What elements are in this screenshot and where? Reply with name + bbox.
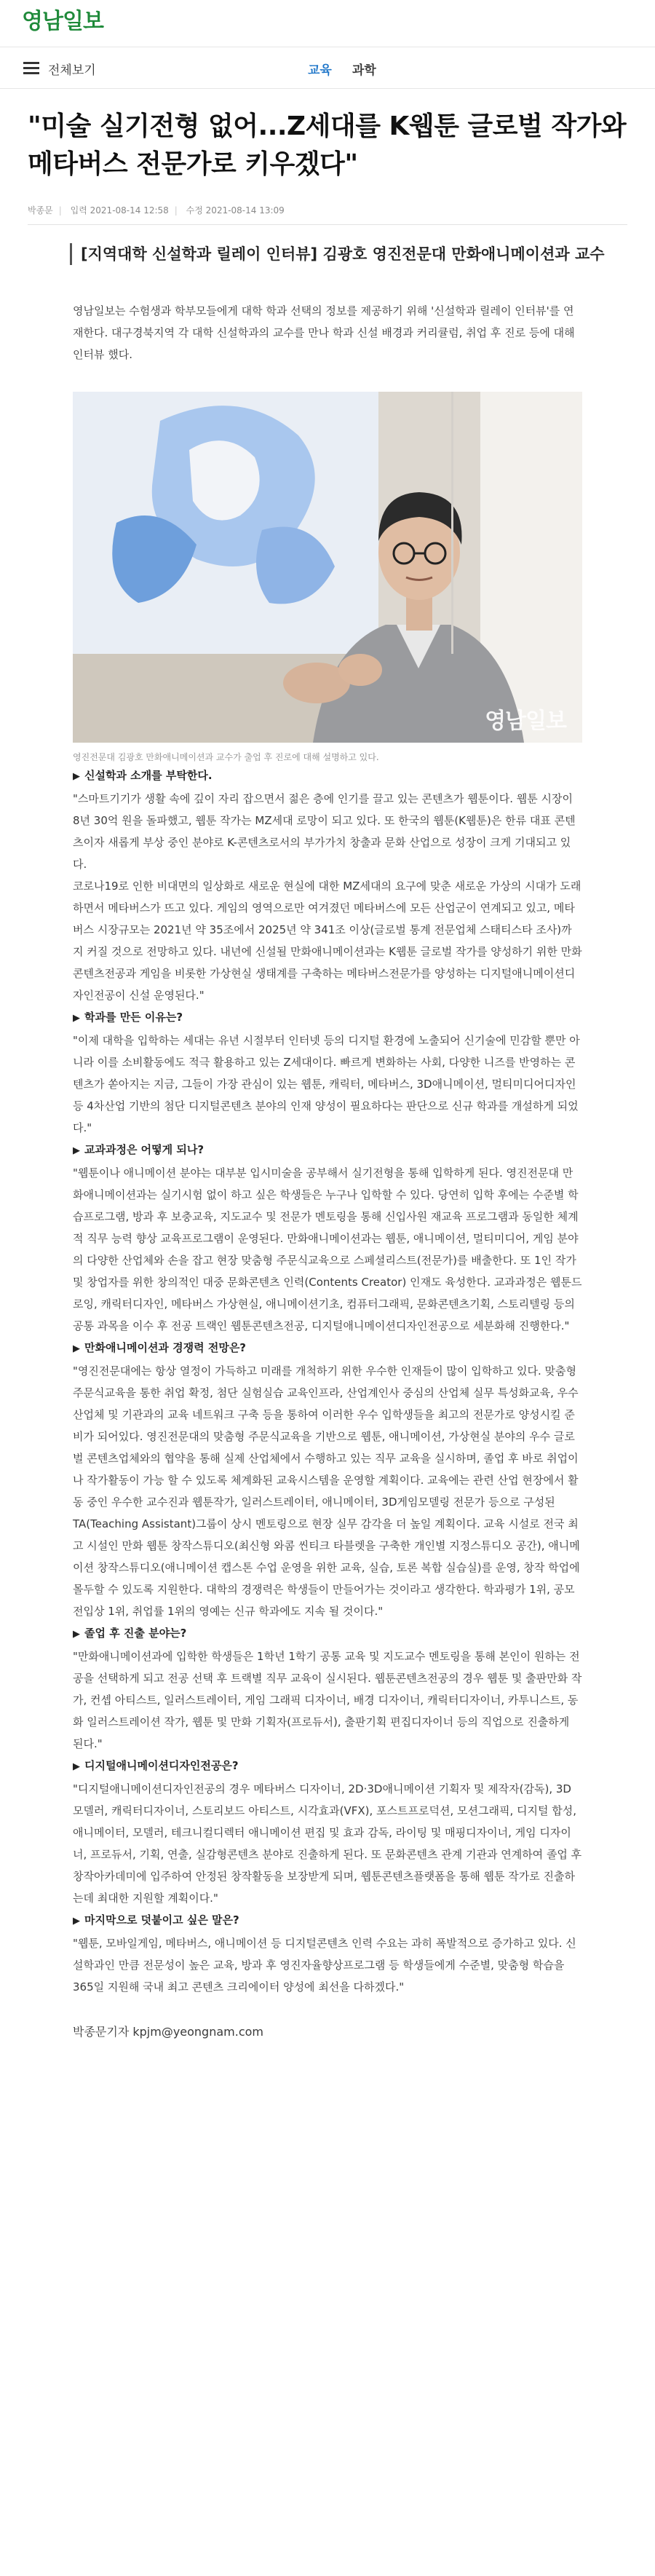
question-heading	[73, 764, 582, 788]
updated-time: 수정 2021-08-14 13:09	[186, 205, 285, 216]
answer-text: "영진전문대에는 항상 열정이 가득하고 미래를 개척하기 위한 우수한 인재들이 많이 입학하고 있다. 맞춤형주문식교육을 통한 취업 확정, 첨단 실험실습 교육인프라, 산업계인사 중심의 산업체 실무 특성화교육, 우수 산업체 및 기관과의 교육 네트워크 구축 등을 통하여 이러한 우수 입학생들을 최고의 전문가로 양성시킬 준비가 되어있다. 영진전문대의 맞춤형 주문식교육을 기반으로 웹툰, 애니메이션, 가상현실 분야의 우수 글로벌 콘텐츠업체와의 협약을 통해 실제 산업체에서 수행하고 있는 직무 교육을 실시하며, 졸업 후 바로 취업이나 작가활동이 가능 할 수 있도록 체계화된 교육시스템을 운영할 계획이다. 교육에는 관련 산업 현장에서 활동 중인 우수한 교수진과 웹툰작가, 일러스트레이터, 애니메이터, 3D게임모델링 전문가 등으로 구성된 TA(Teaching Assistant)그룹이 상시 멘토링으로 현장 실무 감각을 더 높일 계획이다. 교육 시설로 전국 최고 시설인 만화 웹툰 창작스튜디오(최신형 와콤 씬티크 타블렛을 구축한 개인별 지정스튜디오 공간), 애니메이션 창작스튜디오(애니메이션 캡스톤 수업 운영을 위한 교육, 실습, 토론 복합 실습실)를 운영, 창작 학업에 몰두할 수 있도록 지원한다. 대학의 경쟁력은 학생들이 만들어가는 것이라고 생각한다. 학과평가 1위, 공모전입상 1위, 취업률 1위의 영예는 신규 학과에도 지속 될 것이다."	[73, 1364, 580, 1618]
answer-text: "이제 대학을 입학하는 세대는 유년 시절부터 인터넷 등의 디지털 환경에 노출되어 신기술에 민감할 뿐만 아니라 이를 소비활동에도 적극 활용하고 있는 Z세대이다. 빠르게 변화하는 사회, 다양한 니즈를 반영하는 콘텐츠가 쏟아지는 지금, 그들이 가장 관심이 있는 웹툰, 캐릭터, 메타버스, 3D애니메이션, 멀티미디어디자인 등 4차산업 기반의 첨단 디지털콘텐츠 분야의 인재 양성이 필요하다는 판단으로 신규 학과를 개설하게 되었다."	[73, 1034, 580, 1134]
question-heading	[73, 1909, 582, 1932]
answer-text: "웹툰, 모바일게임, 메타버스, 애니메이션 등 디지털콘텐츠 인력 수요는 과히 폭발적으로 증가하고 있다. 신설학과인 만큼 전문성이 높은 교육, 방과 후 영진자율향상프로그램 등 학생들에게 수준별, 맞춤형 학습을 365일 지원해 국내 최고 콘텐츠 크리에이터 양성에 최선을 다하겠다."	[73, 1937, 576, 1994]
published-time: 입력 2021-08-14 12:58	[70, 205, 169, 216]
bullet-triangle-icon: ▶	[73, 1629, 80, 1640]
question-text: 졸업 후 진출 분야는?	[84, 1627, 187, 1640]
question-text: 학과를 만든 이유는?	[84, 1011, 183, 1024]
bullet-triangle-icon: ▶	[73, 1145, 80, 1156]
question-text: 디지털애니메이션디자인전공은?	[84, 1759, 239, 1772]
article-meta: 박종문 | 입력 2021-08-14 12:58 | 수정 2021-08-14 13:09	[28, 205, 285, 216]
article-photo	[73, 392, 582, 743]
question-heading	[73, 1755, 582, 1778]
photo-caption: 영진전문대 김광호 만화애니메이션과 교수가 출업 후 진로에 대해 설명하고 있다.	[73, 752, 379, 762]
bullet-triangle-icon: ▶	[73, 1013, 80, 1024]
question-text: 교과과정은 어떻게 되나?	[84, 1143, 205, 1156]
answer-text: "스마트기기가 생활 속에 깊이 자리 잡으면서 젊은 층에 인기를 끌고 있는 콘텐츠가 웹툰이다. 웹툰 시장이 8년 30억 원을 돌파했고, 웹툰 작가는 MZ세대 로망이 되고 있다. 또 한국의 웹툰(K웹툰)은 한류 대표 콘텐츠이자 새롭게 부상 중인 분야로 K-콘텐츠로서의 부가가치 창출과 문화 산업으로 성장이 크게 기대되고 있다. 코로나19로 인한 비대면의 일상화로 새로운 현실에 대한 MZ세대의 요구에 맞춘 새로운 가상의 시대가 도래하면서 메타버스가 뜨고 있다. 게임의 영역으로만 여겨졌던 메타버스에 모든 산업군이 연계되고 있고, 메타버스 시장규모는 2021년 약 35조에서 2025년 약 341조 이상(글로벌 통계 전문업체 스태티스타 조사)까지 커질 것으로 전망하고 있다. 내년에 신설될 만화애니메이션과는 K웹툰 글로벌 작가를 양성하기 위한 만화콘텐츠전공과 게임을 비롯한 가상현실 생태계를 구축하는 메타버스전문가를 양성하는 디지털애니메이션디자인전공이 신설 운영된다."	[73, 792, 582, 1002]
answer-text: "웹툰이나 애니메이션 분야는 대부분 입시미술을 공부해서 실기전형을 통해 입학하게 된다. 영진전문대 만화애니메이션과는 실기시험 없이 하고 싶은 학생들은 누구나 입학할 수 있다. 당연히 입학 후에는 수준별 학습프로그램, 방과 후 보충교육, 지도교수 및 전문가 멘토링을 통해 신입사원 재교육 프로그램과 동일한 체계적 직무 능력 향상 교육프로그램이 운영된다. 만화애니메이션과는 웹툰, 애니메이션, 멀티미디어, 게임 분야의 다양한 산업체와 손을 잡고 현장 맞춤형 주문식교육으로 스페셜리스트(전문가)를 배출한다. 또 1인 작가 및 창업자를 위한 창의적인 대중 문화콘텐츠 인력(Contents Creator) 인재도 육성한다. 교과과정은 웹툰드로잉, 캐릭터디자인, 메타버스 가상현실, 애니메이션기초, 컴퓨터그래픽, 문화콘텐츠기획, 스토리텔링 등의 공통 과목을 이수 후 전공 트랙인 웹툰콘텐츠전공, 디지털애니메이션디자인전공으로 세분화해 진행한다."	[73, 1166, 582, 1332]
bullet-triangle-icon: ▶	[73, 1343, 80, 1354]
meta-divider	[28, 224, 627, 225]
question-text: 만화애니메이션과 경쟁력 전망은?	[84, 1341, 247, 1354]
bullet-triangle-icon: ▶	[73, 771, 80, 782]
interview-photo-illustration	[73, 392, 582, 743]
bullet-triangle-icon: ▶	[73, 1761, 80, 1772]
bullet-triangle-icon: ▶	[73, 1916, 80, 1927]
answer-text: "만화애니메이션과에 입학한 학생들은 1학년 1학기 공통 교육 및 지도교수 멘토링을 통해 본인이 원하는 전공을 선택하게 되고 전공 선택 후 트랙별 직무 교육이 실시된다. 웹툰콘텐츠전공의 경우 웹툰 및 출판만화 작가, 컨셉 아티스트, 일러스트레이터, 게임 그래픽 디자이너, 배경 디자이너, 캐릭터디자이너, 카투니스트, 동화 일러스트레이션 작가, 웹툰 및 만화 기획자(프로듀서), 출판기획 편집디자이너 등의 직업으로 진출하게 된다."	[73, 1650, 582, 1750]
question-text: 마지막으로 덧붙이고 싶은 말은?	[84, 1913, 239, 1927]
article-subtitle: [지역대학 신설학과 릴레이 인터뷰] 김광호 영진전문대 만화애니메이션과 교수	[70, 243, 605, 265]
article-body	[73, 300, 582, 2043]
photo-watermark: 영남일보	[485, 708, 566, 734]
nav-category-education[interactable]: 교육	[308, 63, 332, 78]
qa-list	[73, 764, 582, 1998]
author-name[interactable]: 박종문	[28, 205, 53, 216]
answer-text: "디지털애니메이션디자인전공의 경우 메타버스 디자이너, 2D·3D애니메이션 기획자 및 제작자(감독), 3D 모델러, 캐릭터디자이너, 스토리보드 아티스트, 시각효과(VFX), 포스트프로덕션, 모션그래픽, 디지털 합성, 애니메이터, 모델러, 테크니컬디렉터 애니메이션 편집 및 효과 감독, 라이팅 및 매핑디자이너, 게임 디자이너, 프로듀서, 기획, 연출, 실감형콘텐츠 분야로 진출하게 된다. 또 문화콘텐츠 관계 기관과 연계하여 졸업 후 창작아카데미에 입주하여 안정된 창작활동을 보장받게 되며, 웹툰콘텐츠플랫폼을 통해 웹툰 작가로 진출하는데 최대한 지원할 계획이다."	[73, 1782, 582, 1905]
article-intro: 영남일보는 수험생과 학부모들에게 대학 학과 선택의 정보를 제공하기 위해 '신설학과 릴레이 인터뷰'를 연재한다. 대구경북지역 각 대학 신설학과의 교수를 만나 학과 신설 배경과 커리큘럼, 취업 후 진로 등에 대해 인터뷰 했다.	[73, 304, 575, 361]
site-logo[interactable]: 영남일보	[22, 9, 103, 34]
question-heading	[73, 1337, 582, 1360]
nav-category-science[interactable]: 과학	[352, 63, 376, 78]
menu-label[interactable]: 전체보기	[48, 63, 96, 78]
question-heading	[73, 1006, 582, 1030]
question-heading	[73, 1139, 582, 1162]
byline: 박종문기자 kpjm@yeongnam.com	[73, 2025, 264, 2039]
article-title: "미술 실기전형 없어...Z세대를 K웹툰 글로벌 작가와 메타버스 전문가로 키우겠다"	[28, 111, 627, 179]
site-header	[0, 0, 655, 47]
question-text: 신설학과 소개를 부탁한다.	[84, 769, 213, 782]
hamburger-menu-icon[interactable]	[23, 62, 39, 77]
nav-bar	[0, 47, 655, 89]
question-heading	[73, 1622, 582, 1645]
